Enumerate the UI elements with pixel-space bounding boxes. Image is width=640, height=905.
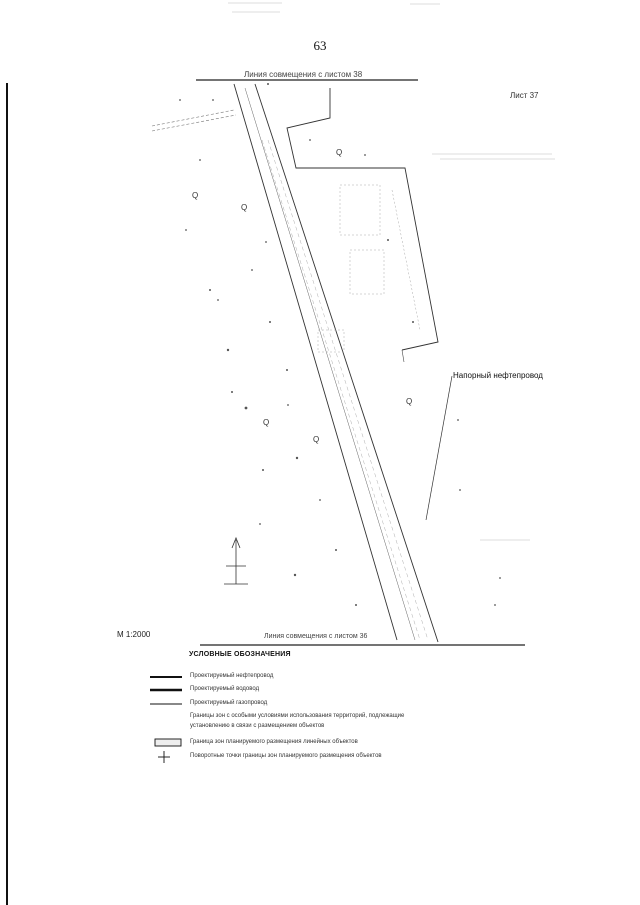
faint-annotations — [228, 3, 555, 540]
feature-code: Q — [241, 203, 248, 212]
legend-label: Проектируемый газопровод — [190, 700, 268, 706]
legend-label: Граница зон планируемого размещения линейных объектов — [190, 739, 358, 745]
match-line-bottom-label: Линия совмещения с листом 36 — [264, 633, 368, 640]
north-arrow-icon — [224, 538, 248, 584]
legend-label: Поворотные точки границы зон планируемого размещения объектов — [190, 753, 382, 759]
legend-symbol-zone — [155, 739, 181, 746]
feature-code: Q — [263, 418, 270, 427]
road-upper-left — [152, 110, 236, 131]
legend-title: УСЛОВНЫЕ ОБОЗНАЧЕНИЯ — [189, 651, 291, 658]
pipeline-label: Напорный нефтепровод — [453, 371, 543, 380]
feature-code: Q — [313, 435, 320, 444]
sheet-label: Лист 37 — [510, 91, 539, 100]
legend-label: Границы зон с особыми условиями использования территорий, подлежащие — [190, 713, 405, 719]
legend-label: Проектируемый водовод — [190, 686, 260, 692]
page-number: 63 — [313, 38, 327, 53]
feature-code: Q — [336, 148, 343, 157]
feature-code: Q — [406, 397, 413, 406]
pipeline-leader — [426, 376, 452, 520]
feature-code: Q — [192, 191, 199, 200]
legend-label: Проектируемый нефтепровод — [190, 673, 274, 679]
match-line-top-label: Линия совмещения с листом 38 — [244, 70, 363, 79]
legend-label: установлению в связи с размещением объектов — [190, 723, 325, 729]
scale-label: М 1:2000 — [117, 630, 151, 639]
legend-symbols — [150, 677, 182, 763]
structures — [318, 185, 420, 352]
parcel-boundary — [287, 88, 438, 350]
